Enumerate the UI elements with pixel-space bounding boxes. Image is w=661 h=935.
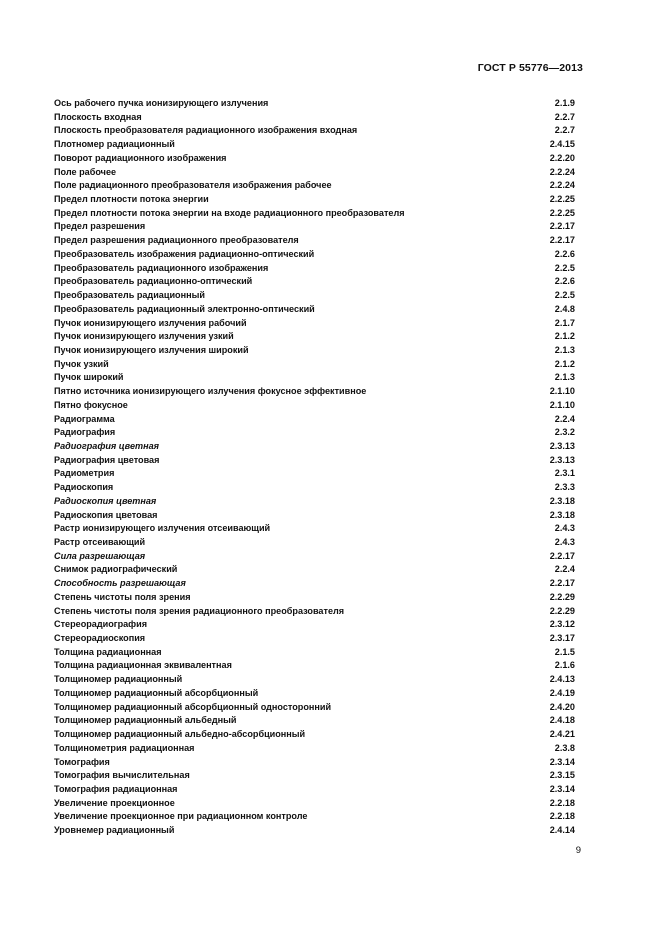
index-term: Преобразователь радиационный — [54, 290, 205, 301]
index-term: Пучок узкий — [54, 358, 109, 369]
index-reference: 2.4.14 — [549, 825, 575, 836]
index-reference: 2.3.18 — [549, 495, 575, 506]
index-reference: 2.4.15 — [549, 139, 575, 150]
index-entry — [54, 262, 576, 276]
index-reference: 2.3.15 — [549, 770, 575, 781]
index-term: Толщина радиационная эквивалентная — [54, 660, 232, 671]
index-term: Растр ионизирующего излучения отсеивающий — [54, 523, 271, 534]
index-reference: 2.2.6 — [554, 248, 575, 259]
index-entry — [54, 220, 576, 234]
index-reference: 2.2.25 — [549, 207, 575, 218]
index-term: Томография радиационная — [54, 783, 178, 794]
index-term: Толщина радиационная — [54, 646, 162, 657]
index-term: Радиоскопия цветная — [54, 495, 157, 506]
index-term: Преобразователь радиационного изображения — [54, 262, 269, 273]
index-term: Стереорадиография — [54, 619, 148, 630]
index-reference: 2.3.8 — [554, 742, 575, 753]
index-entry — [54, 810, 576, 824]
index-entry — [54, 454, 576, 468]
index-reference: 2.2.17 — [549, 235, 575, 246]
index-entry — [54, 563, 576, 577]
index-reference: 2.4.20 — [549, 701, 575, 712]
index-entry — [54, 701, 576, 715]
index-reference: 2.2.4 — [554, 413, 575, 424]
index-entry — [54, 413, 576, 427]
index-term: Пучок ионизирующего излучения узкий — [54, 331, 234, 342]
index-term: Радиометрия — [54, 468, 115, 479]
index-entry — [54, 467, 576, 481]
index-term: Плоскость входная — [54, 111, 142, 122]
index-entry — [54, 728, 576, 742]
index-term: Толщиномер радиационный альбедный — [54, 715, 237, 726]
index-term: Толщинометрия радиационная — [54, 742, 195, 753]
index-entry — [54, 783, 576, 797]
index-reference: 2.2.6 — [554, 276, 575, 287]
index-entry — [54, 207, 576, 221]
index-reference: 2.2.29 — [549, 591, 575, 602]
index-reference: 2.1.9 — [554, 98, 575, 108]
index-term: Способность разрешающая — [54, 578, 186, 589]
index-term: Поле рабочее — [54, 166, 117, 177]
index-term: Пятно источника ионизирующего излучения фокусное эффективное — [54, 386, 367, 397]
index-entry — [54, 687, 576, 701]
index-term: Сила разрешающая — [54, 550, 146, 561]
index-term: Предел плотности потока энергии на входе радиационного преобразователя — [54, 207, 405, 218]
index-entry — [54, 495, 576, 509]
index-entry — [54, 344, 576, 358]
index-term: Предел разрешения радиационного преобразователя — [54, 235, 299, 246]
page-number: 9 — [575, 845, 581, 856]
index-entry — [54, 824, 576, 838]
index-term: Радиоскопия — [54, 482, 114, 493]
index-reference: 2.2.7 — [554, 125, 575, 136]
index-reference: 2.2.24 — [549, 166, 575, 177]
index-entry — [54, 248, 576, 262]
index-reference: 2.3.17 — [549, 633, 575, 644]
index-entry — [54, 97, 576, 111]
index-entry — [54, 605, 576, 619]
index-entry — [54, 769, 576, 783]
index-entry — [54, 797, 576, 811]
index-entry — [54, 714, 576, 728]
index-entry — [54, 509, 576, 523]
index-entry — [54, 111, 576, 125]
index-entry — [54, 152, 576, 166]
index-term: Плотномер радиационный — [54, 139, 175, 150]
index-term: Томография — [54, 756, 110, 767]
index-entry — [54, 166, 576, 180]
index-reference: 2.1.3 — [554, 372, 575, 383]
index-entry — [54, 591, 576, 605]
index-reference: 2.2.7 — [554, 111, 575, 122]
index-reference: 2.1.2 — [554, 331, 575, 342]
index-entry — [54, 646, 576, 660]
index-entry — [54, 234, 576, 248]
index-entry — [54, 124, 576, 138]
index-entry — [54, 385, 576, 399]
index-entry — [54, 673, 576, 687]
index-term: Толщиномер радиационный альбедно-абсорбционный — [54, 729, 306, 740]
index-reference: 2.4.13 — [549, 674, 575, 685]
index-entry — [54, 440, 576, 454]
index-entry — [54, 632, 576, 646]
index-reference: 2.2.17 — [549, 550, 575, 561]
index-term: Преобразователь изображения радиационно-оптический — [54, 248, 315, 259]
index-entry — [54, 742, 576, 756]
index-term: Увеличение проекционное — [54, 797, 175, 808]
index-reference: 2.2.18 — [549, 797, 575, 808]
index-term: Пучок ионизирующего излучения широкий — [54, 344, 249, 355]
index-reference: 2.1.7 — [554, 317, 575, 328]
index-reference: 2.2.24 — [549, 180, 575, 191]
index-reference: 2.2.17 — [549, 221, 575, 232]
index-term: Уровнемер радиационный — [54, 825, 175, 836]
index-reference: 2.4.8 — [554, 303, 575, 314]
index-entry — [54, 618, 576, 632]
index-reference: 2.3.18 — [549, 509, 575, 520]
index-reference: 2.3.14 — [549, 783, 575, 794]
index-reference: 2.1.2 — [554, 358, 575, 369]
index-entry — [54, 371, 576, 385]
index-reference: 2.1.6 — [554, 660, 575, 671]
index-term: Радиография — [54, 427, 116, 438]
index-term: Радиография цветовая — [54, 454, 160, 465]
index-term: Стереорадиоскопия — [54, 633, 146, 644]
index-entry — [54, 399, 576, 413]
index-entry — [54, 358, 576, 372]
index-reference: 2.2.5 — [554, 262, 575, 273]
index-term: Поворот радиационного изображения — [54, 152, 227, 163]
index-entry — [54, 317, 576, 331]
index-term: Толщиномер радиационный абсорбционный односторонний — [54, 701, 332, 712]
index-term: Поле радиационного преобразователя изображения рабочее — [54, 180, 332, 191]
index-term: Плоскость преобразователя радиационного изображения входная — [54, 125, 358, 136]
index-term: Предел разрешения — [54, 221, 146, 232]
index-entry — [54, 330, 576, 344]
index-reference: 2.1.5 — [554, 646, 575, 657]
index-entry — [54, 303, 576, 317]
index-reference: 2.2.29 — [549, 605, 575, 616]
index-reference: 2.2.4 — [554, 564, 575, 575]
index-reference: 2.3.3 — [554, 482, 575, 493]
index-term: Предел плотности потока энергии — [54, 194, 209, 205]
document-header-standard: ГОСТ Р 55776—2013 — [477, 62, 583, 74]
index-reference: 2.4.3 — [554, 523, 575, 534]
index-term: Толщиномер радиационный — [54, 674, 183, 685]
index-term: Степень чистоты поля зрения — [54, 591, 191, 602]
index-reference: 2.1.10 — [549, 399, 575, 410]
index-term: Растр отсеивающий — [54, 537, 146, 547]
index-reference: 2.2.5 — [554, 290, 575, 301]
index-entry — [54, 659, 576, 673]
index-term: Степень чистоты поля зрения радиационного преобразователя — [54, 605, 345, 616]
index-reference: 2.3.13 — [549, 440, 575, 451]
index-reference: 2.3.14 — [549, 756, 575, 767]
index-reference: 2.2.18 — [549, 811, 575, 822]
index-entry — [54, 550, 576, 564]
index-term: Преобразователь радиационно-оптический — [54, 276, 253, 287]
index-entry — [54, 426, 576, 440]
index-reference: 2.3.2 — [554, 427, 575, 438]
index-reference: 2.3.1 — [554, 468, 575, 479]
index-term: Толщиномер радиационный абсорбционный — [54, 687, 259, 698]
index-reference: 2.3.12 — [549, 619, 575, 630]
index-term: Пучок широкий — [54, 372, 124, 383]
index-entry — [54, 193, 576, 207]
index-term: Радиоскопия цветовая — [54, 509, 158, 520]
index-term: Пучок ионизирующего излучения рабочий — [54, 317, 247, 328]
index-entry — [54, 756, 576, 770]
index-term: Радиограмма — [54, 413, 115, 424]
index-reference: 2.4.21 — [549, 729, 575, 740]
index-entry — [54, 481, 576, 495]
index-entry — [54, 179, 576, 193]
index-reference: 2.4.19 — [549, 687, 575, 698]
index-term: Пятно фокусное — [54, 399, 128, 410]
index-reference: 2.2.17 — [549, 578, 575, 589]
index-entry — [54, 275, 576, 289]
index-reference: 2.4.3 — [554, 537, 575, 547]
index-entry — [54, 289, 576, 303]
index-entry — [54, 536, 576, 550]
index-reference: 2.2.20 — [549, 152, 575, 163]
alphabetical-term-index — [54, 97, 576, 838]
index-term: Радиография цветная — [54, 440, 159, 451]
index-reference: 2.1.10 — [549, 386, 575, 397]
index-term: Ось рабочего пучка ионизирующего излучения — [54, 98, 269, 108]
index-reference: 2.2.25 — [549, 194, 575, 205]
index-term: Увеличение проекционное при радиационном контроле — [54, 811, 308, 822]
index-term: Томография вычислительная — [54, 770, 190, 781]
index-reference: 2.1.3 — [554, 344, 575, 355]
index-entry — [54, 138, 576, 152]
index-reference: 2.3.13 — [549, 454, 575, 465]
index-entry — [54, 577, 576, 591]
index-term: Преобразователь радиационный электронно-оптический — [54, 303, 315, 314]
index-reference: 2.4.18 — [549, 715, 575, 726]
index-entry — [54, 522, 576, 536]
index-term: Снимок радиографический — [54, 564, 178, 575]
